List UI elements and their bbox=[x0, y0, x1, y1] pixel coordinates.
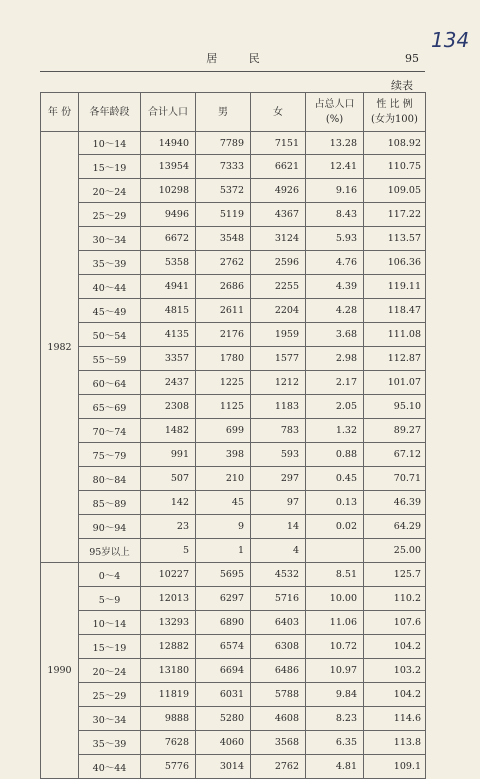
percent-cell: 0.02 bbox=[306, 515, 364, 539]
table-row bbox=[41, 635, 426, 659]
sex-ratio-cell: 109.05 bbox=[364, 179, 426, 203]
female-cell: 2762 bbox=[251, 755, 306, 779]
total-cell: 4135 bbox=[141, 323, 196, 347]
percent-cell bbox=[306, 539, 364, 563]
female-cell: 6621 bbox=[251, 155, 306, 179]
sex-ratio-cell: 108.92 bbox=[364, 132, 426, 155]
female-cell: 5788 bbox=[251, 683, 306, 707]
sex-ratio-cell: 95.10 bbox=[364, 395, 426, 419]
male-cell: 1125 bbox=[196, 395, 251, 419]
sex-ratio-cell: 114.6 bbox=[364, 707, 426, 731]
table-header-row bbox=[41, 93, 426, 132]
age-group-cell: 25～29 bbox=[79, 203, 141, 227]
table-row bbox=[41, 443, 426, 467]
table-row bbox=[41, 683, 426, 707]
col-header-age-group: 各年龄段 bbox=[79, 93, 141, 132]
age-group-cell: 80～84 bbox=[79, 467, 141, 491]
female-cell: 1212 bbox=[251, 371, 306, 395]
female-cell: 5716 bbox=[251, 587, 306, 611]
percent-cell: 2.17 bbox=[306, 371, 364, 395]
table-row bbox=[41, 323, 426, 347]
male-cell: 2762 bbox=[196, 251, 251, 275]
sex-ratio-cell: 70.71 bbox=[364, 467, 426, 491]
table-row bbox=[41, 395, 426, 419]
total-cell: 12882 bbox=[141, 635, 196, 659]
age-group-cell: 30～34 bbox=[79, 707, 141, 731]
male-cell: 1780 bbox=[196, 347, 251, 371]
sex-ratio-cell: 64.29 bbox=[364, 515, 426, 539]
sex-ratio-cell: 25.00 bbox=[364, 539, 426, 563]
table-row bbox=[41, 251, 426, 275]
col-header-total: 合计人口 bbox=[141, 93, 196, 132]
male-cell: 398 bbox=[196, 443, 251, 467]
col-header-female: 女 bbox=[251, 93, 306, 132]
header-rule bbox=[40, 71, 425, 72]
percent-cell: 10.00 bbox=[306, 587, 364, 611]
age-group-cell: 55～59 bbox=[79, 347, 141, 371]
male-cell: 210 bbox=[196, 467, 251, 491]
col-header-percent: 占总人口 (%) bbox=[306, 93, 364, 132]
age-group-cell: 65～69 bbox=[79, 395, 141, 419]
male-cell: 7789 bbox=[196, 132, 251, 155]
sex-ratio-cell: 67.12 bbox=[364, 443, 426, 467]
age-group-cell: 70～74 bbox=[79, 419, 141, 443]
age-group-cell: 60～64 bbox=[79, 371, 141, 395]
age-group-cell: 10～14 bbox=[79, 611, 141, 635]
percent-cell: 8.43 bbox=[306, 203, 364, 227]
male-cell: 2611 bbox=[196, 299, 251, 323]
col-header-male: 男 bbox=[196, 93, 251, 132]
total-cell: 3357 bbox=[141, 347, 196, 371]
year-cell: 1990 bbox=[41, 563, 79, 779]
percent-cell: 0.45 bbox=[306, 467, 364, 491]
male-cell: 2176 bbox=[196, 323, 251, 347]
sex-ratio-cell: 113.57 bbox=[364, 227, 426, 251]
table-row bbox=[41, 563, 426, 587]
table-row bbox=[41, 539, 426, 563]
total-cell: 13954 bbox=[141, 155, 196, 179]
age-group-cell: 75～79 bbox=[79, 443, 141, 467]
table-row bbox=[41, 659, 426, 683]
male-cell: 5695 bbox=[196, 563, 251, 587]
table-row bbox=[41, 299, 426, 323]
total-cell: 4815 bbox=[141, 299, 196, 323]
percent-cell: 4.28 bbox=[306, 299, 364, 323]
percent-cell: 9.84 bbox=[306, 683, 364, 707]
table-row bbox=[41, 275, 426, 299]
table-row bbox=[41, 179, 426, 203]
age-group-cell: 40～44 bbox=[79, 275, 141, 299]
sex-ratio-cell: 125.7 bbox=[364, 563, 426, 587]
total-cell: 9496 bbox=[141, 203, 196, 227]
female-cell: 3124 bbox=[251, 227, 306, 251]
sex-ratio-cell: 117.22 bbox=[364, 203, 426, 227]
sex-ratio-cell: 46.39 bbox=[364, 491, 426, 515]
handwritten-page-number: 134 bbox=[431, 28, 470, 52]
percent-cell: 0.13 bbox=[306, 491, 364, 515]
total-cell: 5776 bbox=[141, 755, 196, 779]
male-cell: 1225 bbox=[196, 371, 251, 395]
male-cell: 6574 bbox=[196, 635, 251, 659]
sex-ratio-cell: 110.75 bbox=[364, 155, 426, 179]
table-row bbox=[41, 155, 426, 179]
table-row bbox=[41, 419, 426, 443]
total-cell: 142 bbox=[141, 491, 196, 515]
female-cell: 6308 bbox=[251, 635, 306, 659]
total-cell: 1482 bbox=[141, 419, 196, 443]
continued-label: 续表 bbox=[391, 79, 413, 92]
percent-cell: 1.32 bbox=[306, 419, 364, 443]
male-cell: 699 bbox=[196, 419, 251, 443]
age-group-cell: 20～24 bbox=[79, 179, 141, 203]
total-cell: 4941 bbox=[141, 275, 196, 299]
female-cell: 97 bbox=[251, 491, 306, 515]
percent-cell: 0.88 bbox=[306, 443, 364, 467]
male-cell: 9 bbox=[196, 515, 251, 539]
total-cell: 7628 bbox=[141, 731, 196, 755]
percent-cell: 10.72 bbox=[306, 635, 364, 659]
percent-cell: 8.51 bbox=[306, 563, 364, 587]
age-group-cell: 10～14 bbox=[79, 132, 141, 155]
age-group-cell: 45～49 bbox=[79, 299, 141, 323]
female-cell: 7151 bbox=[251, 132, 306, 155]
female-cell: 2596 bbox=[251, 251, 306, 275]
male-cell: 2686 bbox=[196, 275, 251, 299]
female-cell: 297 bbox=[251, 467, 306, 491]
female-cell: 1577 bbox=[251, 347, 306, 371]
male-cell: 3548 bbox=[196, 227, 251, 251]
female-cell: 4926 bbox=[251, 179, 306, 203]
age-group-cell: 30～34 bbox=[79, 227, 141, 251]
percent-cell: 10.97 bbox=[306, 659, 364, 683]
percent-cell: 12.41 bbox=[306, 155, 364, 179]
female-cell: 1183 bbox=[251, 395, 306, 419]
female-cell: 4 bbox=[251, 539, 306, 563]
age-group-cell: 20～24 bbox=[79, 659, 141, 683]
total-cell: 991 bbox=[141, 443, 196, 467]
male-cell: 6890 bbox=[196, 611, 251, 635]
table-row bbox=[41, 227, 426, 251]
female-cell: 6403 bbox=[251, 611, 306, 635]
age-group-cell: 0～4 bbox=[79, 563, 141, 587]
total-cell: 5358 bbox=[141, 251, 196, 275]
male-cell: 5280 bbox=[196, 707, 251, 731]
sex-ratio-cell: 112.87 bbox=[364, 347, 426, 371]
female-cell: 4532 bbox=[251, 563, 306, 587]
total-cell: 11819 bbox=[141, 683, 196, 707]
population-table bbox=[40, 92, 426, 779]
male-cell: 45 bbox=[196, 491, 251, 515]
female-cell: 3568 bbox=[251, 731, 306, 755]
age-group-cell: 15～19 bbox=[79, 635, 141, 659]
col-header-sex-ratio: 性 比 例 (女为100) bbox=[364, 93, 426, 132]
sex-ratio-cell: 109.1 bbox=[364, 755, 426, 779]
total-cell: 2437 bbox=[141, 371, 196, 395]
sex-ratio-cell: 89.27 bbox=[364, 419, 426, 443]
table-row bbox=[41, 731, 426, 755]
percent-cell: 4.76 bbox=[306, 251, 364, 275]
sex-ratio-cell: 118.47 bbox=[364, 299, 426, 323]
percent-cell: 3.68 bbox=[306, 323, 364, 347]
total-cell: 13180 bbox=[141, 659, 196, 683]
female-cell: 1959 bbox=[251, 323, 306, 347]
total-cell: 23 bbox=[141, 515, 196, 539]
percent-cell: 6.35 bbox=[306, 731, 364, 755]
table-row bbox=[41, 467, 426, 491]
age-group-cell: 50～54 bbox=[79, 323, 141, 347]
male-cell: 6031 bbox=[196, 683, 251, 707]
percent-cell: 5.93 bbox=[306, 227, 364, 251]
male-cell: 7333 bbox=[196, 155, 251, 179]
table-row bbox=[41, 611, 426, 635]
total-cell: 10227 bbox=[141, 563, 196, 587]
age-group-cell: 35～39 bbox=[79, 251, 141, 275]
female-cell: 593 bbox=[251, 443, 306, 467]
female-cell: 2204 bbox=[251, 299, 306, 323]
table-row bbox=[41, 587, 426, 611]
male-cell: 3014 bbox=[196, 755, 251, 779]
sex-ratio-cell: 103.2 bbox=[364, 659, 426, 683]
age-group-cell: 25～29 bbox=[79, 683, 141, 707]
table-row bbox=[41, 347, 426, 371]
male-cell: 4060 bbox=[196, 731, 251, 755]
table-row bbox=[41, 371, 426, 395]
table-row bbox=[41, 132, 426, 155]
percent-cell: 9.16 bbox=[306, 179, 364, 203]
age-group-cell: 90～94 bbox=[79, 515, 141, 539]
percent-cell: 8.23 bbox=[306, 707, 364, 731]
table-row bbox=[41, 491, 426, 515]
table-row bbox=[41, 515, 426, 539]
total-cell: 14940 bbox=[141, 132, 196, 155]
female-cell: 2255 bbox=[251, 275, 306, 299]
sex-ratio-cell: 111.08 bbox=[364, 323, 426, 347]
total-cell: 6672 bbox=[141, 227, 196, 251]
sex-ratio-cell: 110.2 bbox=[364, 587, 426, 611]
age-group-cell: 35～39 bbox=[79, 731, 141, 755]
male-cell: 5119 bbox=[196, 203, 251, 227]
sex-ratio-cell: 113.8 bbox=[364, 731, 426, 755]
year-cell: 1982 bbox=[41, 132, 79, 563]
table-row bbox=[41, 203, 426, 227]
percent-cell: 13.28 bbox=[306, 132, 364, 155]
female-cell: 6486 bbox=[251, 659, 306, 683]
male-cell: 6297 bbox=[196, 587, 251, 611]
total-cell: 9888 bbox=[141, 707, 196, 731]
percent-cell: 2.05 bbox=[306, 395, 364, 419]
total-cell: 10298 bbox=[141, 179, 196, 203]
male-cell: 5372 bbox=[196, 179, 251, 203]
table-row bbox=[41, 755, 426, 779]
total-cell: 507 bbox=[141, 467, 196, 491]
sex-ratio-cell: 107.6 bbox=[364, 611, 426, 635]
sex-ratio-cell: 119.11 bbox=[364, 275, 426, 299]
age-group-cell: 15～19 bbox=[79, 155, 141, 179]
female-cell: 4608 bbox=[251, 707, 306, 731]
page-header-title: 居 民 bbox=[206, 52, 274, 65]
page-number: 95 bbox=[405, 52, 419, 65]
total-cell: 2308 bbox=[141, 395, 196, 419]
table-row bbox=[41, 707, 426, 731]
age-group-cell: 95岁以上 bbox=[79, 539, 141, 563]
total-cell: 13293 bbox=[141, 611, 196, 635]
sex-ratio-cell: 106.36 bbox=[364, 251, 426, 275]
col-header-year: 年 份 bbox=[41, 93, 79, 132]
age-group-cell: 5～9 bbox=[79, 587, 141, 611]
female-cell: 4367 bbox=[251, 203, 306, 227]
male-cell: 6694 bbox=[196, 659, 251, 683]
male-cell: 1 bbox=[196, 539, 251, 563]
total-cell: 12013 bbox=[141, 587, 196, 611]
percent-cell: 11.06 bbox=[306, 611, 364, 635]
sex-ratio-cell: 104.2 bbox=[364, 683, 426, 707]
age-group-cell: 40～44 bbox=[79, 755, 141, 779]
female-cell: 14 bbox=[251, 515, 306, 539]
age-group-cell: 85～89 bbox=[79, 491, 141, 515]
sex-ratio-cell: 104.2 bbox=[364, 635, 426, 659]
percent-cell: 4.81 bbox=[306, 755, 364, 779]
female-cell: 783 bbox=[251, 419, 306, 443]
percent-cell: 2.98 bbox=[306, 347, 364, 371]
percent-cell: 4.39 bbox=[306, 275, 364, 299]
total-cell: 5 bbox=[141, 539, 196, 563]
sex-ratio-cell: 101.07 bbox=[364, 371, 426, 395]
